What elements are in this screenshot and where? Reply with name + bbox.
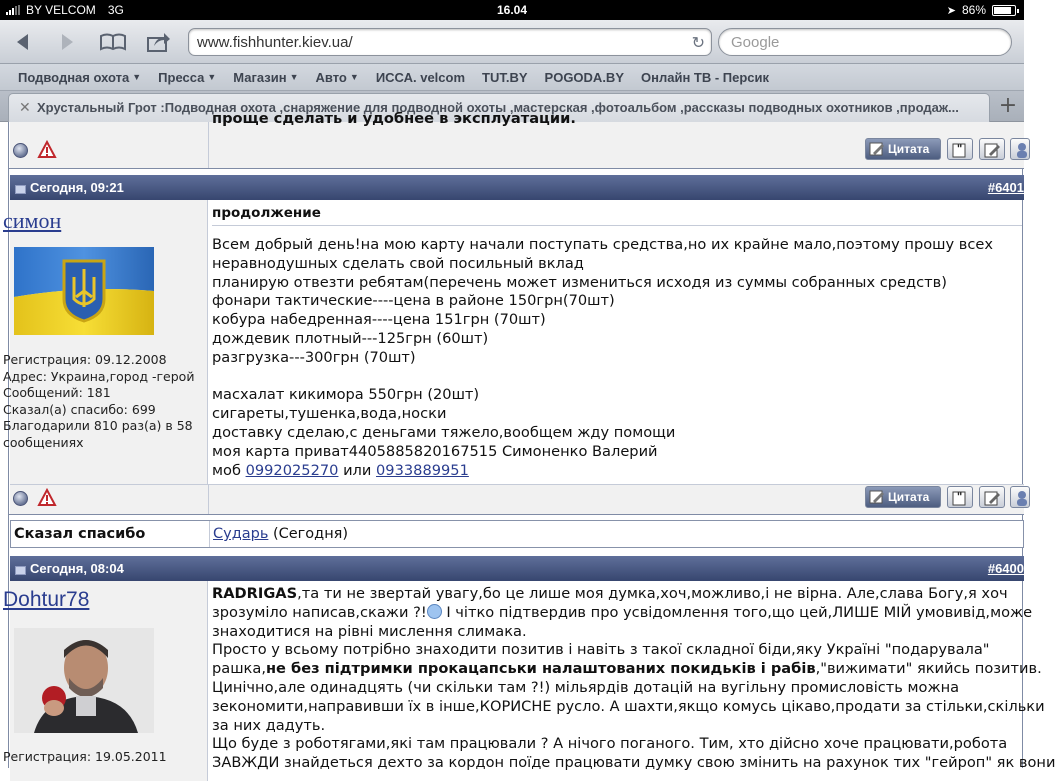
thanks-row: Сказал спасибо Сударь (Сегодня) xyxy=(10,520,1024,548)
svg-text:": " xyxy=(957,143,963,155)
multiquote-button[interactable] xyxy=(947,486,973,508)
bookmark-item[interactable]: Онлайн ТВ - Персик xyxy=(641,69,770,85)
clock: 16.04 xyxy=(496,3,528,17)
bookmark-item[interactable]: Магазин ▼ xyxy=(233,69,299,85)
status-dot-icon xyxy=(13,491,28,506)
post-body: Всем добрый день!на мою карту начали поступать средства,но их крайне мало,поэтому прошу всех неравнодушных сделать свой посильный вклад планирую отвезти ребятам(перечень может измениться исходя из суммы собранных средств) фонари тактические----цена в районе 150грн(70шт) кобура набедренная----цена 151грн (70шт) дождевик плотный---125грн (60шт) разгрузка---300грн (70шт) масхалат кикимора 550грн (20шт) сигареты,тушенка,вода,носки доставку сделаю,с деньгами тяжело,вообщем жду помощи моя карта приват4405885820167515 Симоненко Валерий моб 0992025270 или 0933889951 xyxy=(212,236,994,479)
thanks-button[interactable] xyxy=(1010,138,1030,160)
multiquote-icon xyxy=(952,141,970,159)
thanks-user-link[interactable]: Сударь xyxy=(213,526,269,542)
ukraine-flag-avatar xyxy=(14,247,154,335)
caret-down-icon: ▼ xyxy=(289,72,299,82)
quote-button[interactable]: Цитата xyxy=(865,138,941,160)
caret-down-icon: ▼ xyxy=(207,72,217,82)
post-date: Сегодня, 09:21 xyxy=(30,180,124,195)
multiquote-icon xyxy=(952,489,970,507)
user-photo-avatar xyxy=(14,628,154,733)
quote-pen-icon xyxy=(869,141,885,157)
browser-toolbar xyxy=(0,20,1024,64)
bookmarks-button[interactable] xyxy=(98,28,128,56)
post-icon xyxy=(15,185,26,194)
quick-reply-button[interactable] xyxy=(979,486,1005,508)
forward-arrow-icon xyxy=(57,32,77,52)
status-dot-icon xyxy=(13,143,28,158)
forum-page xyxy=(0,110,1055,772)
caret-down-icon: ▼ xyxy=(132,72,142,82)
post-body: RADRIGAS,та ти не звертай увагу,бо це лише моя думка,хоч,можливо,і не вірна. Але,слава Богу,я хоч зрозуміло написав,скажи ?! І чітко підтвердив про усвідомлення того,що цей,ЛИШЕ МІЙ умовивід,може знаходитися на рівні мислення слимака. Просто у всьому потрібно знаходити позитив і навіть з такої складної біди,яку Україні "подарувала" рашка,не без підтримки прокацапськи налаштованих покидьків і рабів,"вижимати" якийсь позитив. Цинічно,але одинадцять (чи скільки там ?!) мільярдів дотацій на вугільну промисловість можна зекономити,направивши їх в інше,КОРИСНЕ русло. А шахти,якщо комусь цікаво,продати за стільки,скільки за них дадуть. Що буде з роботягами,які там працювали ? А нічого поганого. Тим, хто дійсно хоче працювати,робота ЗАВЖДИ знайдеться дехто за кордон поїде працювати думку свою змінить на рахунок тих "гейроп" як вони xyxy=(212,585,1055,772)
share-icon xyxy=(146,31,172,53)
svg-text:": " xyxy=(957,491,963,503)
thanks-label: Сказал спасибо xyxy=(14,526,146,542)
user-avatar xyxy=(14,247,154,335)
phone-link[interactable]: 0992025270 xyxy=(245,461,339,479)
back-arrow-icon xyxy=(13,32,33,52)
post-icon xyxy=(15,566,26,575)
tab-title: Хрустальный Грот :Подводная охота ,снаряжение для подводной охоты ,мастерская ,фотоальбом ,рассказы подводных охотников ,продаж... xyxy=(37,100,959,115)
smiley-icon xyxy=(427,604,442,619)
thanks-button[interactable] xyxy=(1010,486,1030,508)
report-warning-icon[interactable] xyxy=(38,141,56,159)
bookmark-item[interactable]: Подводная охота ▼ xyxy=(18,69,142,85)
status-bar xyxy=(0,0,1024,20)
network-type: 3G xyxy=(107,3,124,17)
new-tab-icon[interactable]: + xyxy=(998,93,1018,118)
edit-note-icon xyxy=(984,489,1002,507)
phone-link[interactable]: 0933889951 xyxy=(376,461,469,479)
username-link[interactable]: Dohtur78 xyxy=(3,588,90,611)
report-warning-icon[interactable] xyxy=(38,489,56,507)
user-thanks-icon xyxy=(1015,141,1029,159)
quote-button[interactable]: Цитата xyxy=(865,486,941,508)
multiquote-button[interactable] xyxy=(947,138,973,160)
quote-pen-icon xyxy=(869,489,885,505)
post-number-link[interactable]: #6401 xyxy=(987,180,1024,195)
book-icon xyxy=(99,32,127,52)
previous-post-text: проще сделать и удобнее в эксплуатации. xyxy=(212,110,576,127)
bookmark-item[interactable]: Пресса ▼ xyxy=(158,69,217,85)
edit-note-icon xyxy=(984,141,1002,159)
address-bar[interactable] xyxy=(188,28,712,56)
user-thanks-icon xyxy=(1015,489,1029,507)
battery-percent: 86% xyxy=(961,3,986,17)
bookmark-item[interactable]: TUT.BY xyxy=(482,69,528,85)
forward-button[interactable] xyxy=(52,28,82,56)
caret-down-icon: ▼ xyxy=(349,72,359,82)
reload-icon[interactable]: ↻ xyxy=(691,35,705,52)
username-link[interactable]: симон xyxy=(3,208,62,233)
quick-reply-button[interactable] xyxy=(979,138,1005,160)
user-info: Регистрация: 19.05.2011 xyxy=(3,749,167,764)
post-header xyxy=(10,175,1024,200)
bookmark-item[interactable]: ИССА. velcom xyxy=(375,69,466,85)
back-button[interactable] xyxy=(8,28,38,56)
share-button[interactable] xyxy=(144,28,174,56)
user-info: Регистрация: 09.12.2008 Адрес: Украина,город -герой Сообщений: 181 Сказал(а) спасибо: 699 Благодарили 810 раз(а) в 58 сообщениях xyxy=(3,352,195,450)
post-header xyxy=(10,556,1024,581)
bookmarks-bar xyxy=(0,64,1024,91)
user-avatar xyxy=(14,628,154,733)
bookmark-item[interactable]: POGODA.BY xyxy=(544,69,624,85)
location-icon: ➤ xyxy=(946,4,956,17)
battery-icon xyxy=(992,5,1016,16)
close-icon[interactable]: ✕ xyxy=(19,99,31,115)
post-title: продолжение xyxy=(212,205,321,221)
url-text: www.fishhunter.kiev.ua/ xyxy=(197,34,353,51)
search-input[interactable]: Google xyxy=(718,28,1012,56)
bookmark-item[interactable]: Авто ▼ xyxy=(315,69,359,85)
post-number-link[interactable]: #6400 xyxy=(987,561,1024,576)
carrier-name: BY VELCOM xyxy=(26,3,96,17)
post-date: Сегодня, 08:04 xyxy=(30,561,124,576)
quoted-username: RADRIGAS xyxy=(212,585,298,602)
